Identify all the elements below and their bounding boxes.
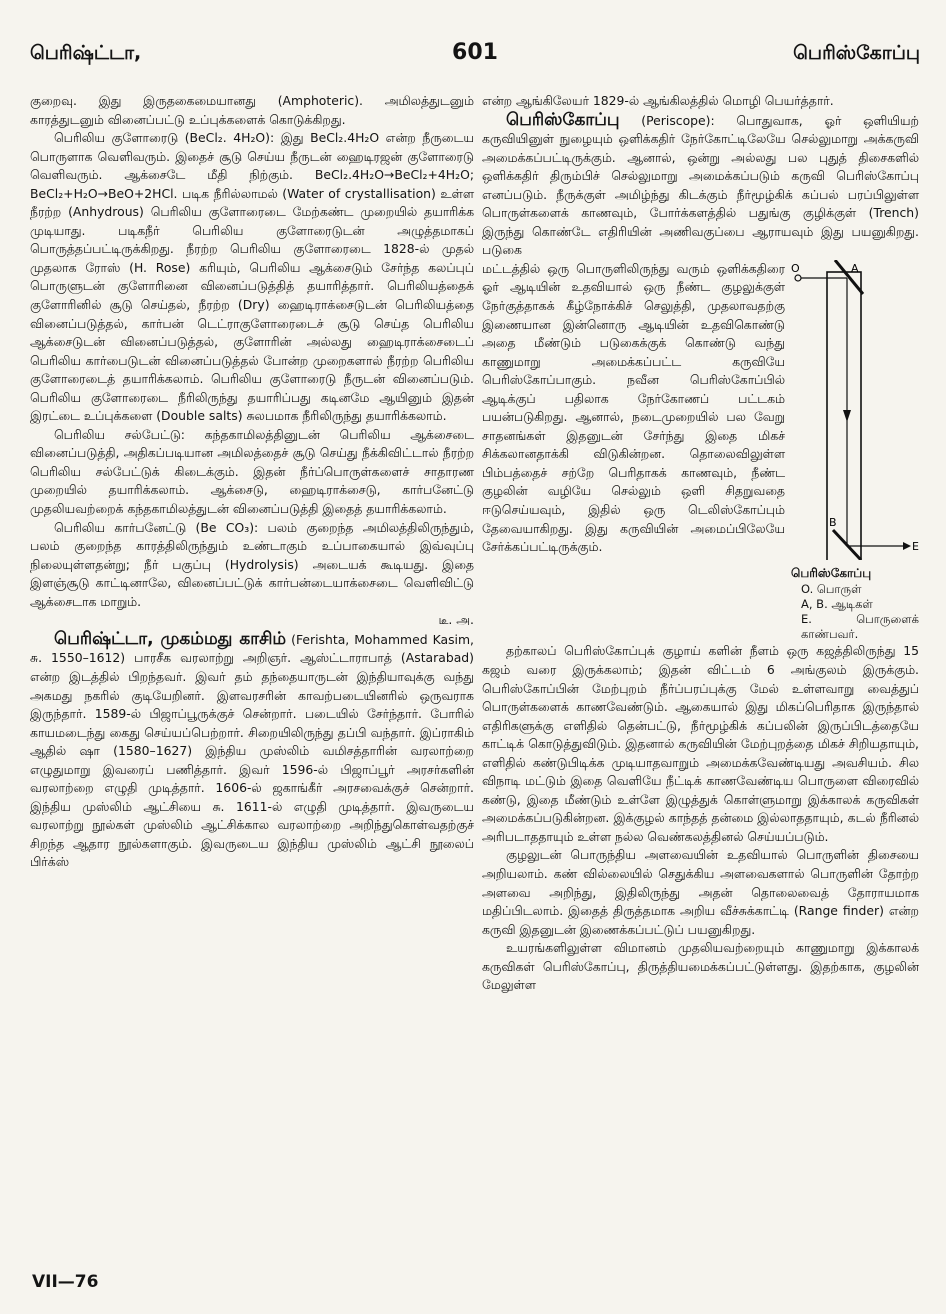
paragraph-continuation: என்ற ஆங்கிலேயர் 1829-ல் ஆங்கிலத்தில் மொழி பெயர்த்தார். — [482, 93, 834, 108]
entry-periscope — [482, 111, 919, 260]
entry-heading-periscope: பெரிஸ்கோப்பு — [506, 109, 620, 130]
left-column — [30, 92, 474, 872]
paragraph-beryllium-chloride: பெரிலிய குளோரைடு (BeCl₂. 4H₂O): இது BeCl₂.4H₂O என்ற நீருடைய பொருளாக வெளிவரும். இதைச் சூடு செய்ய நீருடன் ஹைடிரஜன் குளோரைடு வெளிவரும். ஆக்சைடே மீதி நிற்கும். BeCl₂.4H₂O→BeCl₂+4H₂O; BeCl₂+H₂O→BeO+2HCl. படிக நீரில்லாமல் (Water of crystallisation) உள்ள நீரற்ற (Anhydrous) பெரிலிய குளோரைடை மேற்கண்ட முறையில் தயாரிக்க முடியாது. படிகநீர் பெரிலிய குளோரைடுடன் அழுத்தமாகப் பொருத்தப்பட்டிருக்கிறது. நீரற்ற பெரிலிய குளோரைடை 1828-ல் முதல் முதலாக ரோஸ் (H. Rose) கரியும், பெரிலிய ஆக்சைடும் சேர்ந்த கலப்புப் பொருளுடன் குளோரினை வினைப்படுத்தித் தயாரித்தார். பெரிலியத்தைக் குளோரினில் சூடு செய்தல், நீரற்ற (Dry) ஹைடிராக்சைடுடன் பெரிலியத்தை வினைப்படுத்தல், கார்பன் டெட்ராகுளோரைடைச் சூடு செய்த பெரிலிய ஆக்சைடுடன் வினைப்படுத்தல், குளோரின் அல்லது ஹைடிராக்சைடைப் பெரிலிய கார்பைடுடன் வினைப்படுத்தல் போன்ற முறைகளால் நீரற்ற பெரிலிய குளோரைடைத் தயாரிக்கலாம். பெரிலிய குளோரைடு நீருடன் வினைப்படும். பெரிலிய குளோரைடை நீரிலிருந்து தயாரிப்பது கடினமே ஆயினும் இதன் இரட்டை உப்புக்களை (Double salts) சுலபமாக நீரிலிருந்து தயாரிக்கலாம். — [30, 130, 474, 424]
mirror-a — [835, 260, 863, 294]
paragraph-periscope-measure: குழலுடன் பொருந்திய அளவையின் உதவியால் பொருளின் திசையை அறியலாம். கண் வில்லையில் செதுக்கிய அளவைகளால் பொருளின் தோற்ற அளவை அறிந்து, இதிலிருந்து அதன் தொலைவைத் தோராயமாக மதிப்பிடலாம். இதைத் திருத்தமாக அறிய வீச்சுக்காட்டி (Range finder) என்ற கருவி இதனுடன் இணைக்கப்பட்டுப் பயனுகிறது. — [482, 847, 919, 937]
text-with-figure — [482, 260, 919, 643]
entry-ferishta — [30, 630, 474, 872]
volume-page-label: VII—76 — [32, 1272, 99, 1292]
paragraph-beryllium-sulphate: பெரிலிய சல்பேட்டு: கந்தகாமிலத்தினுடன் பெரிலிய ஆக்சைடை வினைப்படுத்தி, அதிகப்படியான அமிலத்தைச் சூடு செய்து நீக்கிவிட்டால் நீரற்ற பெரிலிய சல்பேட்டுக் கிடைக்கும். இதன் நீர்ப்பொருள்களைச் சாதாரண முறையில் தயாரிக்கலாம். ஆக்சைடு, ஹைடிராக்சைடு, கார்பனேட்டு முதலியவற்றைக் கந்தகாமிலத்துடன் வினைப்படுத்தி இதைத் தயாரிக்கலாம். — [30, 426, 474, 517]
header-right-keyword: பெரிஸ்கோப்பு — [793, 42, 920, 64]
page-number: 601 — [452, 40, 498, 65]
figure-caption-o: O. பொருள் — [801, 582, 862, 597]
object-point — [795, 275, 801, 281]
paragraph-periscope-working: மட்டத்தில் ஒரு பொருளிலிருந்து வரும் ஒளிக்கதிரை ஓர் ஆடியின் உதவியால் ஒரு நீண்ட குழலுக்குள் நேர்குத்தாகக் கீழ்நோக்கிச் செலுத்தி, முதலாவதற்கு இணையான இன்னொரு ஆடியின் உதவிகொண்டு அதை மீண்டும் படுகைக்குக் கொண்டு வந்து காணுமாறு அமைக்கப்பட்ட கருவியே பெரிஸ்கோப்பாகும். நவீன பெரிஸ்கோப்பில் ஆடிக்குப் பதிலாக நேர்கோணப் பட்டகம் பயன்படுகிறது. ஆனால், நடைமுறையில் பல வேறு சாதனங்கள் இதனுடன் சேர்ந்து இதை மிகச் சிக்கலானதாக்கி விடுகின்றன. தொலைவிலுள்ள பிம்பத்தைச் சற்றே பெரிதாகக் காணவும், நீண்ட குழலின் வழியே செல்லும் ஒளி சிதறுவதை ஈடுசெய்யவும், இதில் ஒரு டெலிஸ்கோப்பும் தேவையாகிறது. இது கருவியின் அமைப்பிலேயே சேர்க்கப்பட்டிருக்கும். — [482, 260, 785, 555]
header-left-keyword: பெரிஷ்ட்டா, — [30, 42, 142, 64]
entry-body-periscope: (Periscope): பொதுவாக, ஓர் ஒளியியற் கருவியினுள் நுழையும் ஒளிக்கதிர் நேர்கோட்டிலேயே செல்லுமாறு அக்கருவி அமைக்கப்பட்டிருக்கும். ஆனால், ஒன்று அல்லது பல புதுத் திசைகளில் ஒளிக்கதிர் திரும்பிச் செல்லுமாறு அமைக்கப்படும் கருவி பெரிஸ்கோப்பு எனப்படும். நீருக்குள் அமிழ்ந்து கிடக்கும் நீர்மூழ்கிக் கப்பல் பரப்பிலுள்ள பொருள்களைக் காணவும், போர்க்களத்தில் பதுங்கு குழிக்குள் (Trench) இருந்து கொண்டே எதிரியின் அணிவகுப்பை ஆராயவும் இது பயனுகிறது. படுகை — [482, 112, 919, 258]
author-signature: டீ. அ. — [438, 612, 474, 628]
figure-caption-ab: A, B. ஆடிகள் — [801, 597, 873, 612]
paragraph-periscope-aircraft: உயரங்களிலுள்ள விமானம் முதலியவற்றையும் காணுமாறு இக்காலக் கருவிகள் பெரிஸ்கோப்பு, திருத்தியமைக்கப்பட்டுள்ளது. இதற்காக, குழலின் மேலுள்ள — [482, 940, 919, 993]
right-column — [482, 92, 919, 995]
label-a: A — [851, 261, 859, 275]
label-b: B — [829, 515, 837, 529]
figure-caption-e: E. பொருளைக் காண்பவர். — [801, 612, 919, 642]
ray-arrow-right — [903, 542, 911, 550]
entry-heading-ferishta: பெரிஷ்ட்டா, முகம்மது காசிம் — [54, 628, 287, 649]
periscope-figure — [791, 260, 919, 643]
entry-body-ferishta: (Ferishta, Mohammed Kasim, சு. 1550–1612) பாரசீக வரலாற்று அறிஞர். ஆஸ்ட்டாராபாத் (Astarabad) என்ற இடத்தில் பிறந்தவர். இவர் தம் தந்தையாருடன் இந்தியாவுக்கு வந்து அகமது நகரில் குடியேறினர். இளவரசரின் காவற்படையினரில் ஒருவராக இருந்தார். 1589-ல் பிஜாப்பூருக்குச் சென்றார். படையில் சேர்ந்தார். போரில் காயமடைந்து கைது செய்யப்பெற்றார். சிறையிலிருந்து தப்பி வந்தார். இப்ராகிம் ஆதில் ஷா (1580–1627) இந்திய முஸ்லிம் வமிசத்தாரின் வரலாற்றை எழுதுமாறு இவரைப் பணித்தார். இவர் 1596-ல் பிஜாப்பூர் அரசர்களின் வரலாற்றை எழுதி முடித்தார். 1606-ல் ஜகாங்கீர் அரசவைக்குச் சென்றார். இந்திய முஸ்லிம் ஆட்சியை சு. 1611-ல் எழுதி முடித்தார். இவருடைய வரலாற்று நூல்கள் முஸ்லிம் ஆட்சிக்கால வரலாற்றை அறிந்துகொள்வதற்குச் சிறந்த ஆதார நூல்களாகும். இவருடைய இந்திய முஸ்லிம் ஆட்சி நூலைப் பிர்க்ஸ் — [30, 631, 474, 870]
running-header — [30, 42, 920, 76]
ray-arrow-down — [843, 410, 851, 422]
label-o: O — [791, 261, 800, 275]
paragraph-periscope-size: தற்காலப் பெரிஸ்கோப்புக் குழாய் களின் நீளம் ஒரு கஜத்திலிருந்து 15 கஜம் வரை இருக்கலாம்; இதன் விட்டம் 6 அங்குலம் இருக்கும். பெரிஸ்கோப்பின் மேற்புறம் நீர்ப்பரப்புக்கு மேல் உள்ளவாறு வைத்துப் பொருள்களைக் காணவேண்டும். ஆகையால் இது மிகப்பெரிதாக இருந்தால் எதிரிகளுக்கு எளிதில் தென்பட்டு, நீர்மூழ்கிக் கப்பலின் இருப்பிடத்தையே காட்டிக் கொடுத்துவிடும். இதனால் கருவியின் மேற்புறத்தை மிகச் சிறியதாயும், எளிதில் கண்டுபிடிக்க முடியாதவாறும் அமைக்கவேண்டியது அவசியம். சில விநாடி மட்டும் இதை வெளியே நீட்டிக் காணவேண்டிய பொருளை விரைவில் கண்டு, இதை மீண்டும் உள்ளே இழுத்துக் கொள்ளுமாறு இக்காலக் கருவிகள் அமைக்கப்படுகின்றன. இக்குழல் காந்தத் தன்மை இல்லாததாயும், கடல் நீரினல் அரிபடாததாயும் உள்ள நல்ல வெண்கலத்தினல் செய்யப்படும். — [482, 643, 919, 844]
periscope-diagram — [791, 260, 919, 560]
figure-caption-title: பெரிஸ்கோப்பு — [791, 565, 872, 580]
paragraph-amphoteric: குறைவு. இது இருதகைமையானது (Amphoteric). அமிலத்துடனும் காரத்துடனும் வினைப்பட்டு உப்புக்களைக் கொடுக்கிறது. — [30, 93, 474, 127]
label-e: E — [912, 539, 919, 553]
paragraph-beryllium-carbonate: பெரிலிய கார்பனேட்டு (Be CO₃): பலம் குறைந்த அமிலத்திலிருந்தும், பலம் குறைந்த காரத்திலிருந்தும் உண்டாகும் உப்பாகையால் இவ்வுப்பு நிலையுள்ளதன்று; நீர் பகுப்பு (Hydrolysis) அடையக் கூடியது. இதை இளஞ்சூடு காட்டினாலே, வினைப்பட்டுக் கார்பன்டையாக்சைடை வெளிவிட்டு ஆக்சைடாக மாறும். — [30, 519, 474, 609]
